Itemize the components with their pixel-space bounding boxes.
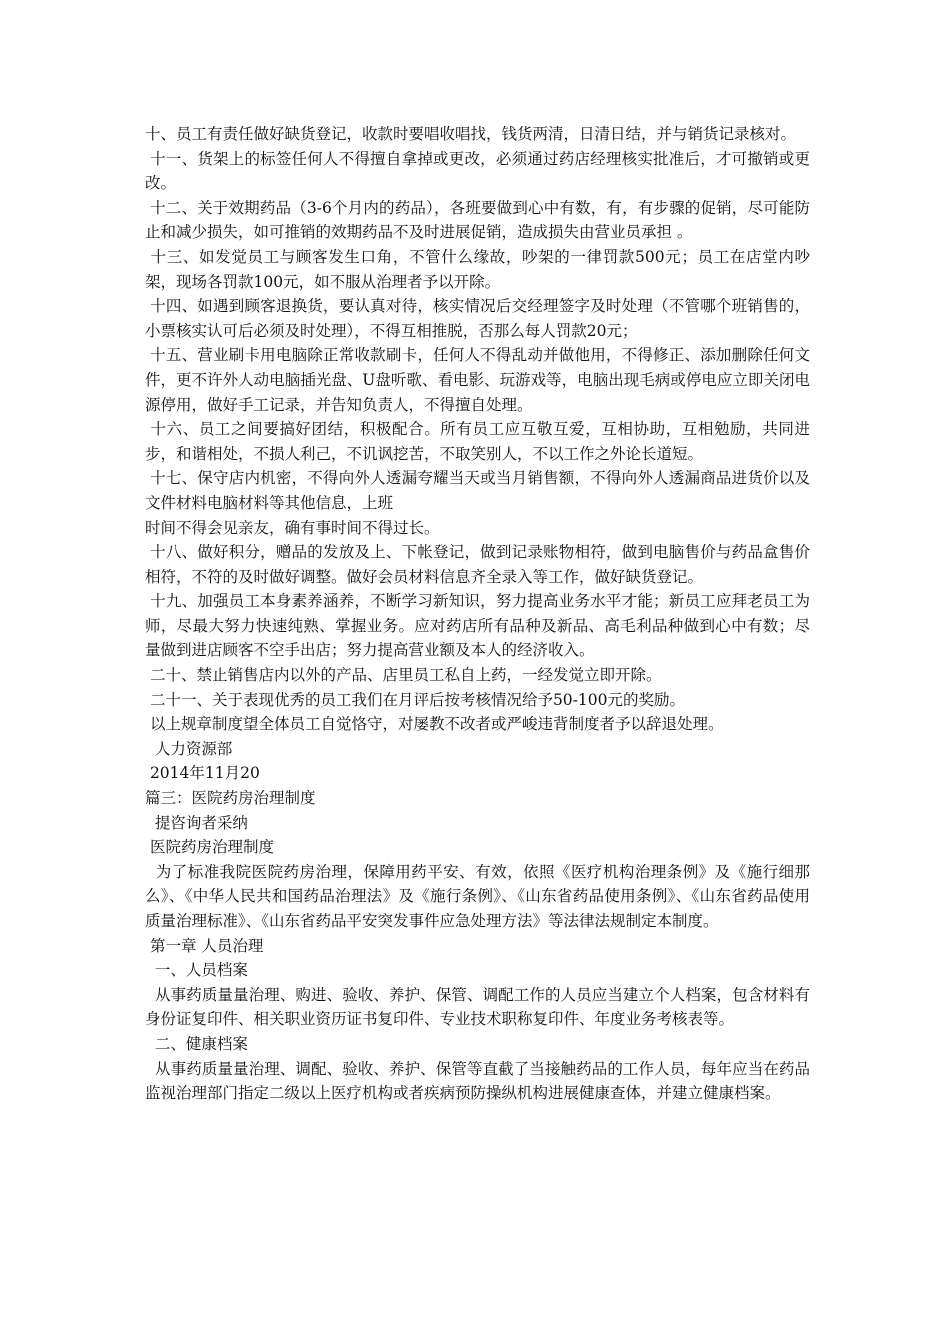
signature-date: 2014年11月20 <box>145 764 260 783</box>
paragraph-rule-13: 十三、如发觉员工与顾客发生口角，不管什么缘故，吵架的一律罚款500元；员工在店堂内吵架，现场各罚款100元，如不服从治理者予以开除。 <box>145 247 810 291</box>
document-page <box>145 122 810 1106</box>
paragraph-rule-20: 二十、禁止销售店内以外的产品、店里员工私自上药，一经发觉立即开除。 <box>145 666 662 685</box>
paragraph-preamble: 为了标准我院医院药房治理，保障用药平安、有效，依照《医疗机构治理条例》及《施行细那么》、《中华人民共和国药品治理法》及《施行条例》、《山东省药品使用条例》、《山东省药品使用质量治理标准》、《山东省药品平安突发事件应急处理方法》等法律法规制定本制度。 <box>145 862 810 930</box>
paragraph-rule-17-continued: 时间不得会见亲友，确有事时间不得过长。 <box>145 518 440 537</box>
paragraph-health-files: 从事药质量量治理、调配、验收、养护、保管等直截了当接触药品的工作人员，每年应当在药品监视治理部门指定二级以上医疗机构或者疾病预防操纵机构进展健康查体，并建立健康档案。 <box>145 1059 810 1103</box>
paragraph-rule-18: 十八、做好积分，赠品的发放及上、下帐登记，做到记录账物相符，做到电脑售价与药品盒售价相符，不符的及时做好调整。做好会员材料信息齐全录入等工作，做好缺货登记。 <box>145 543 810 586</box>
chapter-heading-1: 第一章 人员治理 <box>145 936 264 955</box>
paragraph-rule-16: 十六、员工之间要搞好团结，积极配合。所有员工应互敬互爱，互相协助，互相勉励，共同进步，和谐相处，不损人利己，不讥讽挖苦，不取笑别人，不以工作之外论长道短。 <box>145 420 810 463</box>
document-title: 医院药房治理制度 <box>145 838 274 857</box>
section-heading-part-3: 篇三：医院药房治理制度 <box>145 789 316 808</box>
paragraph-rule-19: 十九、加强员工本身素养涵养，不断学习新知识，努力提高业务水平才能；新员工应拜老员工为师，尽最大努力快速纯熟、掌握业务。应对药店所有品种及新品、高毛利品种做到心中有数；尽量做到进店顾客不空手出店；努力提高营业额及本人的经济收入。 <box>145 592 810 660</box>
paragraph-rule-17: 十七、保守店内机密，不得向外人透漏夸耀当天或当月销售额，不得向外人透漏商品进货价以及文件材料电脑材料等其他信息，上班 <box>145 469 810 512</box>
paragraph-rule-14: 十四、如遇到顾客退换货，要认真对待，核实情况后交经理签字及时处理（不管哪个班销售的，小票核实认可后必须及时处理），不得互相推脱，否那么每人罚款20元； <box>145 297 810 340</box>
paragraph-personnel-files: 从事药质量量治理、购进、验收、养护、保管、调配工作的人员应当建立个人档案，包含材料有身份证复印件、相关职业资历证书复印件、专业技术职称复印件、年度业务考核表等。 <box>145 985 810 1029</box>
subheading-health-files: 二、健康档案 <box>145 1034 248 1053</box>
paragraph-rule-10: 十、员工有责任做好缺货登记，收款时要唱收唱找，钱货两清，日清日结，并与销货记录核对。 <box>145 125 797 143</box>
paragraph-closing-note: 以上规章制度望全体员工自觉恪守，对屡教不改者或严峻违背制度者予以辞退处理。 <box>145 715 724 734</box>
paragraph-rule-15: 十五、营业刷卡用电脑除正常收款刷卡，任何人不得乱动并做他用，不得修正、添加删除任何文件，更不许外人动电脑插光盘、U盘听歌、看电影、玩游戏等，电脑出现毛病或停电应立即关闭电源停用，做好手工记录，并告知负责人，不得擅自处理。 <box>145 346 810 414</box>
paragraph-rule-12: 十二、关于效期药品（3-6个月内的药品），各班要做到心中有数，有，有步骤的促销，尽可能防止和减少损失，如可推销的效期药品不及时进展促销，造成损失由营业员承担 。 <box>145 198 810 242</box>
paragraph-rule-11: 十一、货架上的标签任何人不得擅自拿掉或更改，必须通过药店经理核实批准后，才可撤销或更改。 <box>145 149 810 193</box>
paragraph-rule-21: 二十一、关于表现优秀的员工我们在月评后按考核情况给予50-100元的奖励。 <box>145 690 685 709</box>
signature-department: 人力资源部 <box>145 739 233 758</box>
subheading-personnel-files: 一、人员档案 <box>145 961 248 980</box>
asker-adopted-note: 提咨询者采纳 <box>145 813 248 832</box>
